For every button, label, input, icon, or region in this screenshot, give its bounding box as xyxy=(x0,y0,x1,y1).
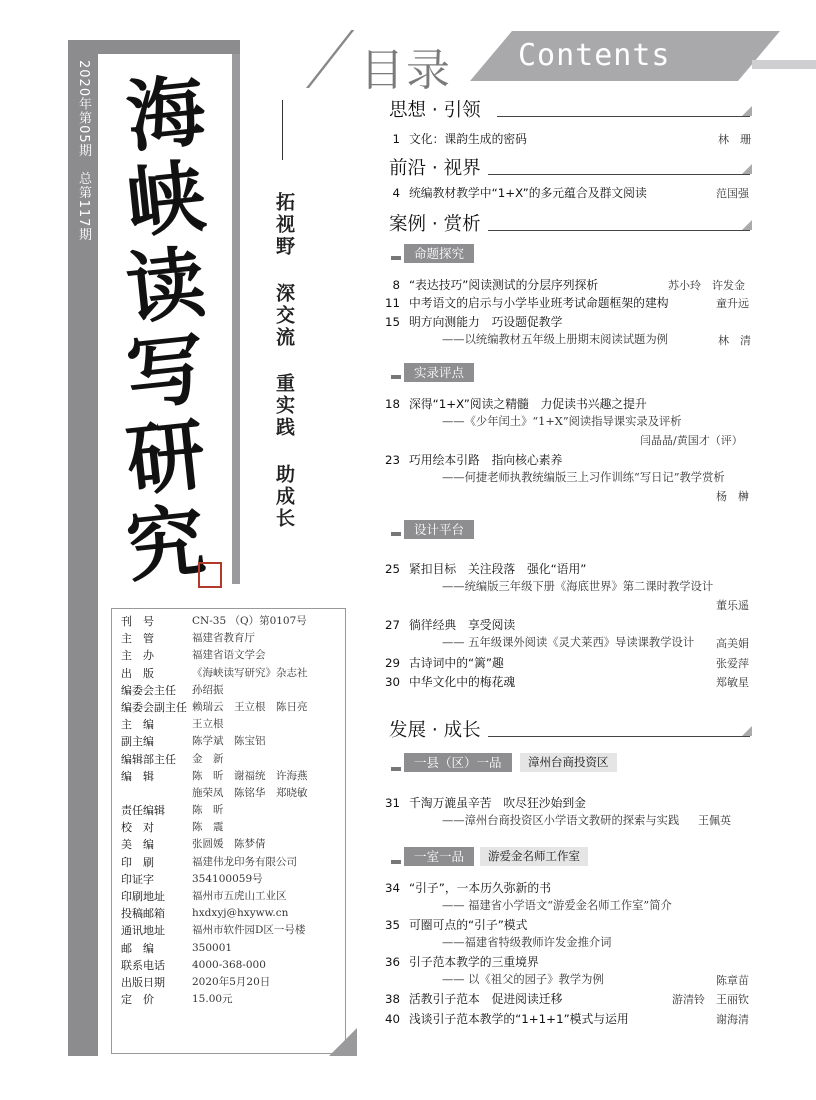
toc-entry[interactable] xyxy=(372,294,669,311)
motto-divider xyxy=(282,100,283,160)
masthead-char: 海 xyxy=(122,65,210,164)
toc-entry[interactable] xyxy=(372,794,586,811)
toc-entry[interactable] xyxy=(372,184,647,201)
category-tag: 一室一品 xyxy=(404,847,474,866)
page-number: 38 xyxy=(384,992,400,1006)
entry-title: 可圈可点的“引子”模式 xyxy=(409,918,528,932)
info-row xyxy=(112,716,345,733)
info-value: CN-35 （Q）第0107号 xyxy=(192,615,307,627)
info-value: 福州市五虎山工业区 xyxy=(192,890,287,902)
entry-title: “表达技巧”阅读测试的分层序列探析 xyxy=(409,278,599,292)
motto-phrase: 助成长 xyxy=(273,463,295,530)
page-number: 1 xyxy=(392,132,400,146)
issue-number: 2020年第05期 总第117期 xyxy=(76,60,91,242)
page-number: 29 xyxy=(384,656,400,670)
inner-gray-bar xyxy=(232,54,240,584)
section-rule-end xyxy=(742,220,752,230)
entry-author: 董乐遥 xyxy=(716,599,749,612)
page-title: 目录 xyxy=(360,45,452,96)
tag-marker xyxy=(391,375,401,379)
page-number: 36 xyxy=(384,955,400,969)
info-value: hxdxyj@hxyww.cn xyxy=(192,907,289,920)
section-heading: 发展 · 成长 xyxy=(389,720,481,741)
entry-author: 张爱萍 xyxy=(716,657,749,670)
entry-author: 童升远 xyxy=(716,297,749,310)
entry-title: 文化：课韵生成的密码 xyxy=(409,132,527,146)
masthead-char: 写 xyxy=(122,323,210,422)
info-label: 主 编 xyxy=(121,718,154,732)
info-label: 副主编 xyxy=(121,735,154,749)
page-number: 18 xyxy=(384,397,400,411)
info-value: 金 新 xyxy=(192,752,224,765)
info-row xyxy=(112,905,345,922)
info-row xyxy=(112,647,345,664)
category-subtag: 漳州台商投资区 xyxy=(520,753,617,772)
section-rule-end xyxy=(742,106,752,116)
toc-entry[interactable] xyxy=(372,990,562,1007)
info-value: 福建省语文学会 xyxy=(192,649,266,662)
info-value: 350001 xyxy=(192,941,233,954)
masthead-char: 研 xyxy=(122,409,210,508)
entry-author: 林 清 xyxy=(718,334,751,347)
info-row xyxy=(112,974,345,991)
info-row xyxy=(112,751,345,768)
info-row xyxy=(112,836,345,853)
corner-triangle xyxy=(329,1028,357,1056)
entry-author: 林 珊 xyxy=(718,133,751,146)
entry-subtitle: ——《少年闰土》“1+X”阅读指导课实录及评析 xyxy=(442,415,682,428)
page-number: 15 xyxy=(384,315,400,329)
entry-title: 活教引子范本 促进阅读迁移 xyxy=(409,992,563,1006)
info-row xyxy=(112,922,345,939)
page-number: 4 xyxy=(392,186,400,200)
entry-subtitle: —— 五年级课外阅读《灵犬莱西》导读课教学设计 xyxy=(442,636,695,649)
motto-phrase: 深交流 xyxy=(273,282,295,349)
entry-author: 闫晶晶/黄国才（评） xyxy=(640,434,743,447)
header-slash xyxy=(306,30,354,88)
section-heading: 案例 · 赏析 xyxy=(389,214,481,235)
info-label: 邮 编 xyxy=(121,941,154,955)
page-number: 25 xyxy=(384,562,400,576)
info-value: 赖瑞云 王立根 陈日亮 xyxy=(192,700,308,713)
entry-subtitle: ——以统编教材五年级上册期末阅读试题为例 xyxy=(442,333,668,346)
entry-title: 紧扣目标 关注段落 强化“语用” xyxy=(409,562,587,576)
page-number: 34 xyxy=(384,881,400,895)
page-number: 27 xyxy=(384,618,400,632)
entry-author: 杨 榊 xyxy=(716,490,749,503)
header-right-bar xyxy=(752,60,816,69)
tag-marker xyxy=(391,860,401,864)
info-value: 陈学斌 陈宝铝 xyxy=(192,735,266,748)
entry-subtitle: —— 以《祖父的园子》教学为例 xyxy=(442,973,604,986)
info-label: 编委会副主任 xyxy=(121,700,187,714)
toc-entry[interactable] xyxy=(372,879,551,896)
entry-title: 深得“1+X”阅读之精髓 力促读书兴趣之提升 xyxy=(409,397,647,411)
toc-entry[interactable] xyxy=(372,276,598,293)
masthead-char: 峡 xyxy=(122,151,210,250)
toc-entry[interactable] xyxy=(372,130,527,147)
entry-subtitle: —— 福建省小学语文“游爱金名师工作室”简介 xyxy=(442,899,672,912)
info-value: 施荣凤 陈铭华 郑晓敏 xyxy=(192,786,308,799)
motto-phrase: 重实践 xyxy=(273,373,295,440)
info-value: 福建省教育厅 xyxy=(192,632,255,645)
entry-title: 浅谈引子范本教学的“1+1+1”模式与运用 xyxy=(409,1012,629,1026)
info-label: 出版日期 xyxy=(121,975,165,989)
motto-phrase: 拓视野 xyxy=(273,192,295,258)
entry-subtitle: ——统编版三年级下册《海底世界》第二课时教学设计 xyxy=(442,580,714,593)
info-row xyxy=(112,802,345,819)
section-rule xyxy=(488,174,750,175)
info-label: 美 编 xyxy=(121,838,154,852)
section-heading: 前沿 · 视界 xyxy=(389,158,481,179)
entry-subtitle: ——漳州台商投资区小学语文教研的探索与实践 xyxy=(442,814,680,827)
page-number: 30 xyxy=(384,675,400,689)
info-row xyxy=(112,682,345,699)
page-number: 23 xyxy=(384,453,400,467)
info-row xyxy=(112,785,345,802)
info-value: 15.00元 xyxy=(192,993,233,1006)
info-value: 王立根 xyxy=(192,718,224,731)
info-value: 4000-368-000 xyxy=(192,958,266,971)
info-label: 投稿邮箱 xyxy=(121,907,165,921)
toc-entry[interactable] xyxy=(372,673,515,690)
toc-entry[interactable] xyxy=(372,451,562,468)
page-number: 40 xyxy=(384,1012,400,1026)
entry-author: 游清铃 王丽钦 xyxy=(672,993,749,1006)
info-row xyxy=(112,768,345,785)
info-row xyxy=(112,991,345,1008)
info-label: 主 管 xyxy=(121,632,154,646)
toc-entry[interactable] xyxy=(372,1010,629,1027)
info-label: 定 价 xyxy=(121,993,154,1007)
info-value: 2020年5月20日 xyxy=(192,975,271,988)
info-label: 通讯地址 xyxy=(121,924,165,938)
entry-title: 千淘万漉虽辛苦 吹尽狂沙始到金 xyxy=(409,796,586,810)
tag-marker xyxy=(391,767,401,771)
entry-title: 中华文化中的梅花魂 xyxy=(409,675,516,689)
category-tag: 一县（区）一品 xyxy=(404,753,512,772)
info-label: 主 办 xyxy=(121,649,154,663)
red-seal-stamp xyxy=(198,562,222,588)
info-row xyxy=(112,699,345,716)
entry-author: 王佩英 xyxy=(698,814,731,827)
entry-author: 范国强 xyxy=(716,187,749,200)
toc-entry[interactable] xyxy=(372,560,586,577)
section-rule xyxy=(488,230,750,231)
entry-author: 谢海清 xyxy=(716,1013,749,1026)
info-value: 陈 昕 谢福统 许海燕 xyxy=(192,769,308,782)
entry-title: “引子”，一本历久弥新的书 xyxy=(409,881,551,895)
page-number: 11 xyxy=(384,296,400,310)
entry-title: 徜徉经典 享受阅读 xyxy=(409,618,516,632)
info-row xyxy=(112,957,345,974)
page-number: 8 xyxy=(392,278,400,292)
info-value: 张圆媛 陈梦倩 xyxy=(192,838,266,851)
toc-entry[interactable] xyxy=(372,313,562,330)
tag-marker xyxy=(391,532,401,536)
entry-title: 引子范本教学的三重境界 xyxy=(409,955,539,969)
entry-title: 巧用绘本引路 指向核心素养 xyxy=(409,453,563,467)
page-number: 31 xyxy=(384,796,400,810)
info-row xyxy=(112,819,345,836)
page-number: 35 xyxy=(384,918,400,932)
info-row xyxy=(112,871,345,888)
category-subtag: 游爱金名师工作室 xyxy=(480,847,588,866)
info-value: 《海峡读写研究》杂志社 xyxy=(192,666,308,679)
entry-title: 古诗词中的“篱”趣 xyxy=(409,656,504,670)
info-label: 责任编辑 xyxy=(121,804,165,818)
info-row xyxy=(112,665,345,682)
masthead-char: 究 xyxy=(122,495,210,594)
entry-author: 高美娟 xyxy=(716,637,749,650)
toc-entry[interactable] xyxy=(372,916,527,933)
masthead-calligraphy xyxy=(108,65,224,594)
info-value: 孙绍振 xyxy=(192,683,224,696)
entry-subtitle: ——何捷老师执教统编版三上习作训练“写日记”教学赏析 xyxy=(442,471,725,484)
info-label: 印刷地址 xyxy=(121,890,165,903)
info-label: 刊 号 xyxy=(121,615,154,628)
toc-entry[interactable] xyxy=(372,616,515,633)
masthead-char: 读 xyxy=(122,237,210,336)
info-label: 校 对 xyxy=(121,821,154,835)
info-row xyxy=(112,613,345,630)
info-label: 编 辑 xyxy=(121,769,154,783)
info-value: 354100059号 xyxy=(192,872,263,885)
category-tag: 命题探究 xyxy=(404,244,474,263)
info-row xyxy=(112,940,345,957)
info-label: 编辑部主任 xyxy=(121,752,176,766)
toc-entry[interactable] xyxy=(372,953,539,970)
entry-subtitle: ——福建省特级教师许发金推介词 xyxy=(442,936,612,949)
entry-title: 中考语文的启示与小学毕业班考试命题框架的建构 xyxy=(409,296,669,310)
section-rule-end xyxy=(742,164,752,174)
entry-author: 陈章苗 xyxy=(716,974,749,987)
info-row xyxy=(112,854,345,871)
section-rule xyxy=(497,116,750,117)
entry-title: 统编教材教学中“1+X”的多元蕴合及群文阅读 xyxy=(409,186,647,200)
section-rule xyxy=(488,736,750,737)
info-label: 编委会主任 xyxy=(121,683,176,697)
info-row xyxy=(112,733,345,750)
info-label: 出 版 xyxy=(121,666,154,680)
info-label: 印 刷 xyxy=(121,855,154,869)
info-row xyxy=(112,630,345,647)
info-row xyxy=(112,888,345,905)
info-value: 福州市软件园D区一号楼 xyxy=(192,924,306,937)
toc-entry[interactable] xyxy=(372,395,647,412)
info-label: 印证字 xyxy=(121,872,154,886)
info-value: 福建伟龙印务有限公司 xyxy=(192,855,297,868)
toc-entry[interactable] xyxy=(372,654,504,671)
entry-author: 郑敏星 xyxy=(716,676,749,689)
top-gray-band xyxy=(68,40,240,54)
section-heading: 思想 · 引领 xyxy=(389,100,481,121)
section-rule-end xyxy=(742,726,752,736)
info-label xyxy=(112,785,192,802)
contents-label: Contents xyxy=(518,38,671,73)
entry-author: 苏小玲 许发金 xyxy=(668,279,745,292)
category-tag: 设计平台 xyxy=(404,520,474,539)
motto xyxy=(268,192,298,545)
category-tag: 实录评点 xyxy=(404,363,474,382)
entry-title: 明方向测能力 巧设题促教学 xyxy=(409,315,563,329)
info-value: 陈 震 xyxy=(192,821,224,834)
info-value: 陈 昕 xyxy=(192,804,224,817)
tag-marker xyxy=(391,256,401,260)
publication-info-box xyxy=(111,608,346,1054)
info-label: 联系电话 xyxy=(121,958,165,972)
